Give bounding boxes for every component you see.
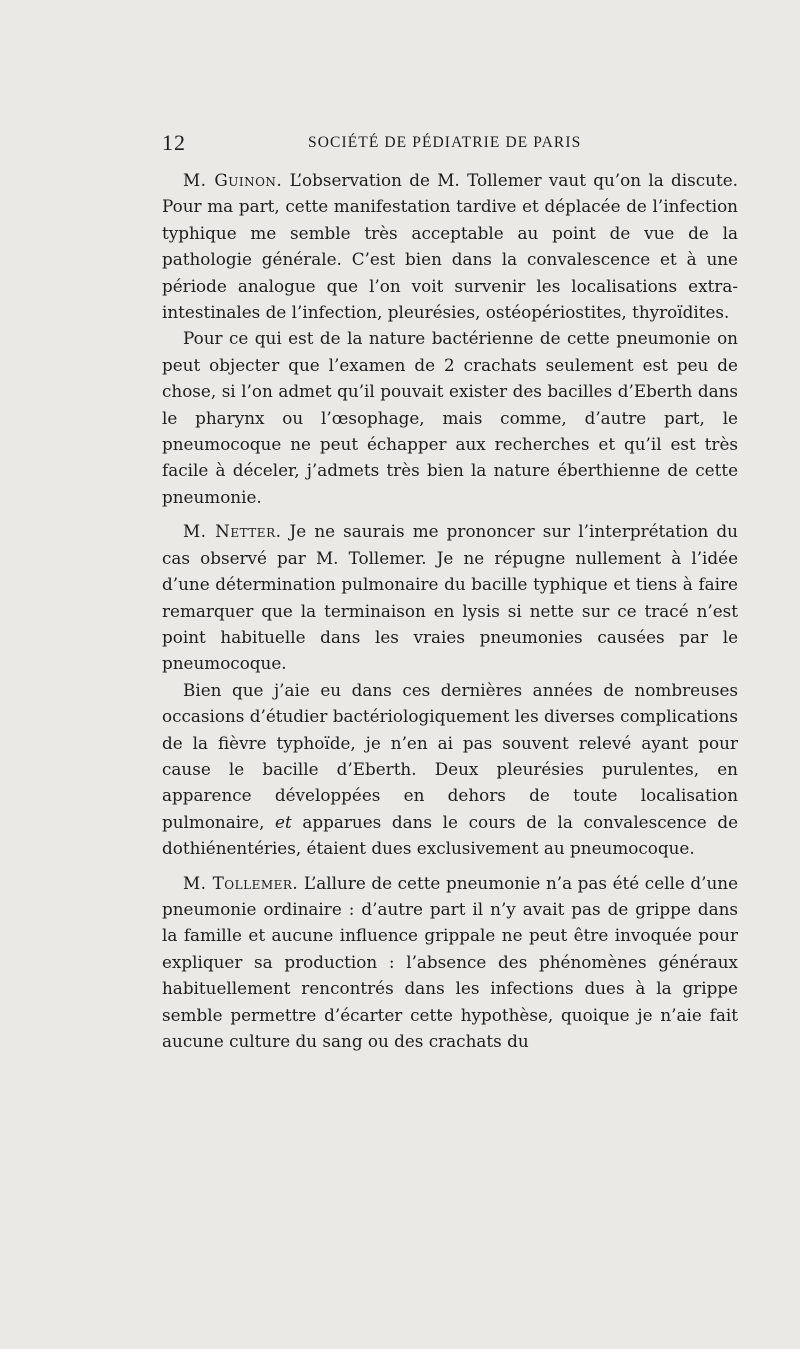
speaker-name: M. Netter. bbox=[183, 521, 282, 542]
speaker-name: M. Tollemer. bbox=[183, 872, 299, 893]
paragraph-text: Bien que j’aie eu dans ces dernières années de nombreuses occasions d’étudier bactériologiquement les diverses complications de la fièvre typhoïde, je n’en ai pas souvent relevé ayant pour cause le bacille d’Eberth. Deux pleurésies purulentes, en apparence développées en dehors de toute localisation pulmonaire, bbox=[162, 679, 739, 832]
body-text bbox=[162, 167, 738, 1054]
paragraph-tollemer bbox=[162, 870, 738, 1055]
paragraph-text-italic: et bbox=[275, 811, 292, 832]
paragraph-text: Je ne saurais me prononcer sur l’interprétation du cas observé par M. Tollemer. Je ne répugne nullement à l’idée d’une détermination pulmonaire du bacille typhique et tiens à faire remarquer que la terminaison en lysis si nette sur ce tracé n’est point habituelle dans les vraies pneumonies causées par le pneumocoque. bbox=[162, 521, 738, 674]
paragraph-text: Pour ce qui est de la nature bactérienne de cette pneumonie on peut objecter que l’examen de 2 crachats seulement est peu de chose, si l’on admet qu’il pouvait exister des bacilles d’Eberth dans le pharynx ou l’œsophage, mais comme, d’autre part, le pneumocoque ne peut échapper aux recherches et qu’il est très facile à déceler, j’admets très bien la nature éberthienne de cette pneumonie. bbox=[162, 328, 738, 507]
paragraph-netter-continued bbox=[162, 677, 738, 862]
running-head: SOCIÉTÉ DE PÉDIATRIE DE PARIS bbox=[308, 134, 582, 151]
paragraph-netter bbox=[162, 518, 738, 676]
speaker-name: M. Guinon. bbox=[183, 170, 283, 190]
paragraph-guinon-continued bbox=[162, 325, 738, 510]
paragraph-guinon bbox=[162, 167, 738, 325]
page-number: 12 bbox=[162, 130, 186, 155]
paragraph-text: L’allure de cette pneumonie n’a pas été celle d’une pneumonie ordinaire : d’autre part il n’y avait pas de grippe dans la famille et aucune influence grippale ne peut être invoquée pour expliquer sa production : l’absence des phénomènes généraux habituellement rencontrés dans les infections dues à la grippe semble permettre d’écarter cette hypothèse, quoique je n’aie fait aucune culture du sang ou des crachats du bbox=[162, 872, 738, 1051]
page-header bbox=[162, 130, 738, 156]
paragraph-text: L’observation de M. Tollemer vaut qu’on la discute. Pour ma part, cette manifestation tardive et déplacée de l’infection typhique me semble très acceptable au point de vue de la pathologie générale. C’est bien dans la convalescence et à une période analogue que l’on voit survenir les localisations extra-intestinales de l’infection, pleurésies, ostéopériostites, thyroïdites. bbox=[162, 170, 738, 323]
paragraph-text: apparues dans le cours de la convalescence de dothiénentéries, étaient dues exclusivement au pneumocoque. bbox=[162, 811, 739, 859]
